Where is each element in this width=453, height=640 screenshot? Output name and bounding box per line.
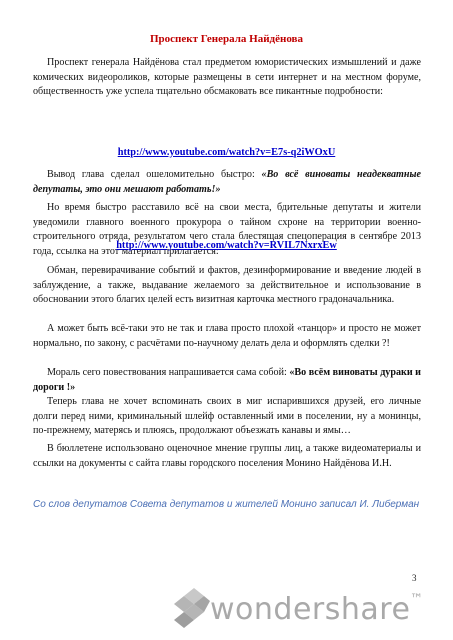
page-number: 3 (412, 573, 417, 583)
paragraph-friends: Теперь глава не хочет вспоминать своих в миг испарившихся друзей, его личные долги перед ними, криминальный шлейф оставленный ими в поселении, ну а монинцы, по-прежнему, матерясь и плюясь, продолжают объезжать канавы и ямы… (33, 396, 421, 437)
paragraph-deception: Обман, перевирачивание событий и фактов, дезинформирование и введение людей в заблуждение, а также, выдавание желаемого за действительное и использование в обосновании этого благих целей есть визитная карточка местного градоначальника. (33, 265, 421, 306)
paragraph-bulletin: В бюллетене использовано оценочное мнение группы лиц, а также видеоматериалы и ссылки на документы с сайта главы городского поселения Монино Найдёнова И.Н. (33, 443, 421, 469)
watermark-text: wondershare (210, 592, 411, 627)
paragraph-intro: Проспект генерала Найдёнова стал предметом юмористических измышлений и даже комических видеороликов, которые размещены в сети интернет и на местном форуме, общественность уже успела тщательно обсмаковать все пикантные подробности: (33, 57, 421, 98)
conclusion-quote: «Во всё виноваты неадекватные депутаты, это они мешают работать!» (33, 169, 421, 195)
paragraph-conclusion (33, 168, 421, 197)
paragraph-dancer: А может быть всё-таки это не так и глава просто плохой «танцор» и просто не может нормально, по закону, с расчётами по-научному делать дела и оформлять сделки ?! (33, 323, 421, 349)
wondershare-watermark (170, 578, 450, 634)
youtube-link-1[interactable]: http://www.youtube.com/watch?v=E7s-q2iWOxU (117, 147, 336, 158)
moral-quote: «Во всём виноваты дураки и дороги !» (33, 367, 422, 393)
wondershare-logo-icon (170, 582, 210, 638)
paragraph-moral (33, 366, 421, 395)
author-signature: Со слов депутатов Совета депутатов и жителей Монино записал И. Либерман (33, 499, 420, 510)
conclusion-text: Вывод глава сделал ошеломительно быстро: (47, 169, 262, 180)
youtube-link-2[interactable]: http://www.youtube.com/watch?v=RVIL7NxrxEw (116, 240, 337, 251)
document-title: Проспект Генерала Найдёнова (149, 33, 303, 45)
watermark-trademark: ™ (410, 592, 423, 607)
paragraph-events: Но время быстро расставило всё на свои места, бдительные депутаты и жители уведомили главного военного прокурора о тайном схроне на территории военно-строительного отряда, результатом чего стала блестящая спецоперация в сентябре 2013 года, ссылка на этот материал прилагается: (33, 202, 421, 257)
moral-text: Мораль сего повествования напрашивается сама собой: (47, 367, 290, 378)
